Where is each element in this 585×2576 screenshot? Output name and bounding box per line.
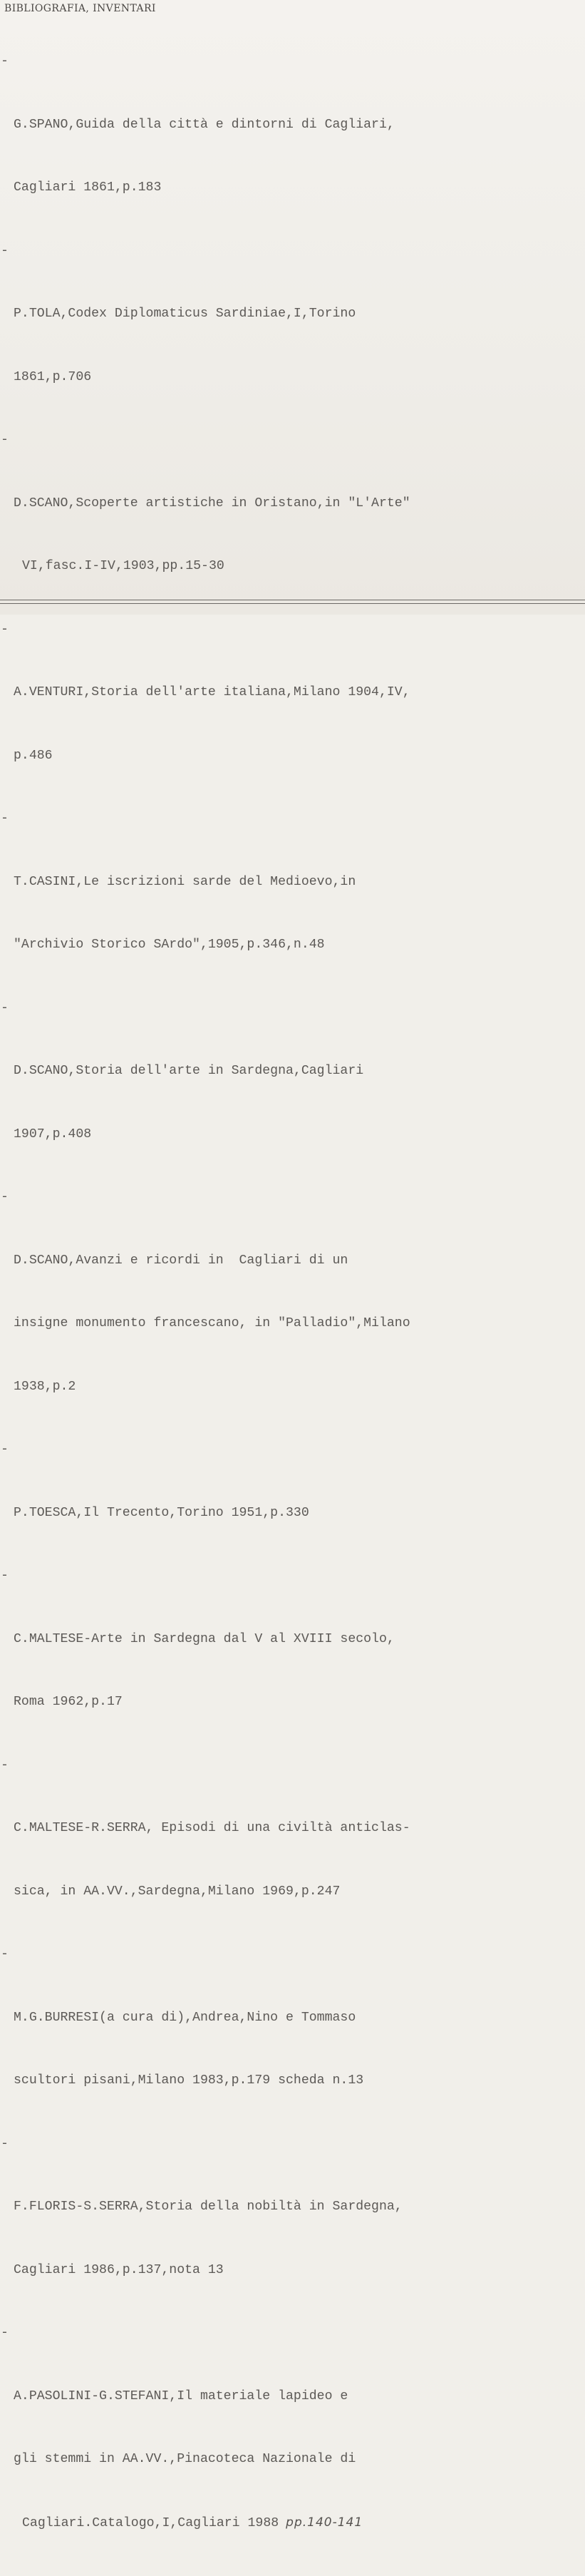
bibliography-entry	[0, 2323, 585, 2576]
entry-bullet: -	[1, 1757, 9, 1772]
entry-line: Cagliari.Catalogo,I,Cagliari 1988	[22, 2515, 279, 2530]
entry-line: Cagliari 1861,p.183	[14, 180, 162, 195]
bibliography-entry	[0, 809, 585, 998]
entry-line: D.SCANO,Scoperte artistiche in Oristano,in "L'Arte"	[14, 496, 410, 510]
bibliography-entry	[0, 1440, 585, 1566]
entry-line: C.MALTESE-R.SERRA, Episodi di una civiltà anticlas-	[14, 1821, 410, 1835]
bibliography-entry	[0, 2134, 585, 2324]
entry-line: 1907,p.408	[14, 1127, 92, 1141]
entry-line: A.VENTURI,Storia dell'arte italiana,Milano 1904,IV,	[14, 685, 410, 699]
entry-line: 1938,p.2	[14, 1379, 76, 1394]
entry-line: G.SPANO,Guida della città e dintorni di Cagliari,	[14, 117, 395, 132]
entry-bullet: -	[1, 1442, 9, 1457]
bibliography-entry	[0, 620, 585, 809]
bibliography-list	[0, 51, 585, 2576]
entry-bullet: -	[1, 54, 9, 68]
entry-line: F.FLORIS-S.SERRA,Storia della nobiltà in Sardegna,	[14, 2200, 403, 2214]
entry-line: Roma 1962,p.17	[14, 1695, 123, 1709]
bibliography-entry	[0, 51, 585, 241]
entry-line: VI,fasc.I-IV,1903,pp.15-30	[22, 559, 224, 573]
entry-line: "Archivio Storico SArdo",1905,p.346,n.48	[14, 938, 325, 952]
entry-line: gli stemmi in AA.VV.,Pinacoteca Nazionale di	[14, 2452, 356, 2466]
entry-bullet: -	[1, 243, 9, 258]
entry-bullet: -	[1, 1947, 9, 1961]
entry-bullet: -	[1, 1000, 9, 1015]
bibliography-entry	[0, 1755, 585, 1945]
bibliography-entry	[0, 1566, 585, 1755]
entry-bullet: -	[1, 2326, 9, 2340]
entry-line: D.SCANO,Avanzi e ricordi in Cagliari di un	[14, 1253, 348, 1268]
entry-bullet: -	[1, 2136, 9, 2151]
bibliography-entry	[0, 430, 585, 620]
entry-bullet: -	[1, 1190, 9, 1204]
section-header: BIBLIOGRAFIA, INVENTARI	[4, 3, 156, 14]
entry-line: Cagliari 1986,p.137,nota 13	[14, 2262, 224, 2277]
handwritten-note: pp.140-141	[286, 2515, 363, 2530]
entry-bullet: -	[1, 433, 9, 447]
entry-bullet: -	[1, 811, 9, 826]
bibliography-entry	[0, 998, 585, 1188]
bottom-rule	[0, 603, 585, 604]
entry-line: D.SCANO,Storia dell'arte in Sardegna,Cagliari	[14, 1064, 364, 1078]
entry-line: A.PASOLINI-G.STEFANI,Il materiale lapideo e	[14, 2388, 348, 2403]
entry-line-final	[14, 2513, 585, 2535]
bibliography-entry	[0, 1187, 585, 1440]
entry-line: M.G.BURRESI(a cura di),Andrea,Nino e Tommaso	[14, 2010, 356, 2025]
entry-line: P.TOESCA,Il Trecento,Torino 1951,p.330	[14, 1505, 309, 1520]
entry-line: p.486	[14, 748, 53, 763]
entry-bullet: -	[1, 1569, 9, 1583]
bibliography-entry	[0, 241, 585, 431]
entry-bullet: -	[1, 622, 9, 637]
entry-line: P.TOLA,Codex Diplomaticus Sardiniae,I,Torino	[14, 307, 356, 321]
entry-line: sica, in AA.VV.,Sardegna,Milano 1969,p.247	[14, 1884, 341, 1899]
entry-line: scultori pisani,Milano 1983,p.179 scheda n.13	[14, 2073, 364, 2088]
entry-line: insigne monumento francescano, in "Palladio",Milano	[14, 1316, 410, 1330]
entry-line: C.MALTESE-Arte in Sardegna dal V al XVIII secolo,	[14, 1631, 395, 1646]
entry-line: T.CASINI,Le iscrizioni sarde del Medioevo,in	[14, 874, 356, 889]
bibliography-entry	[0, 1944, 585, 2134]
entry-line: 1861,p.706	[14, 369, 92, 384]
